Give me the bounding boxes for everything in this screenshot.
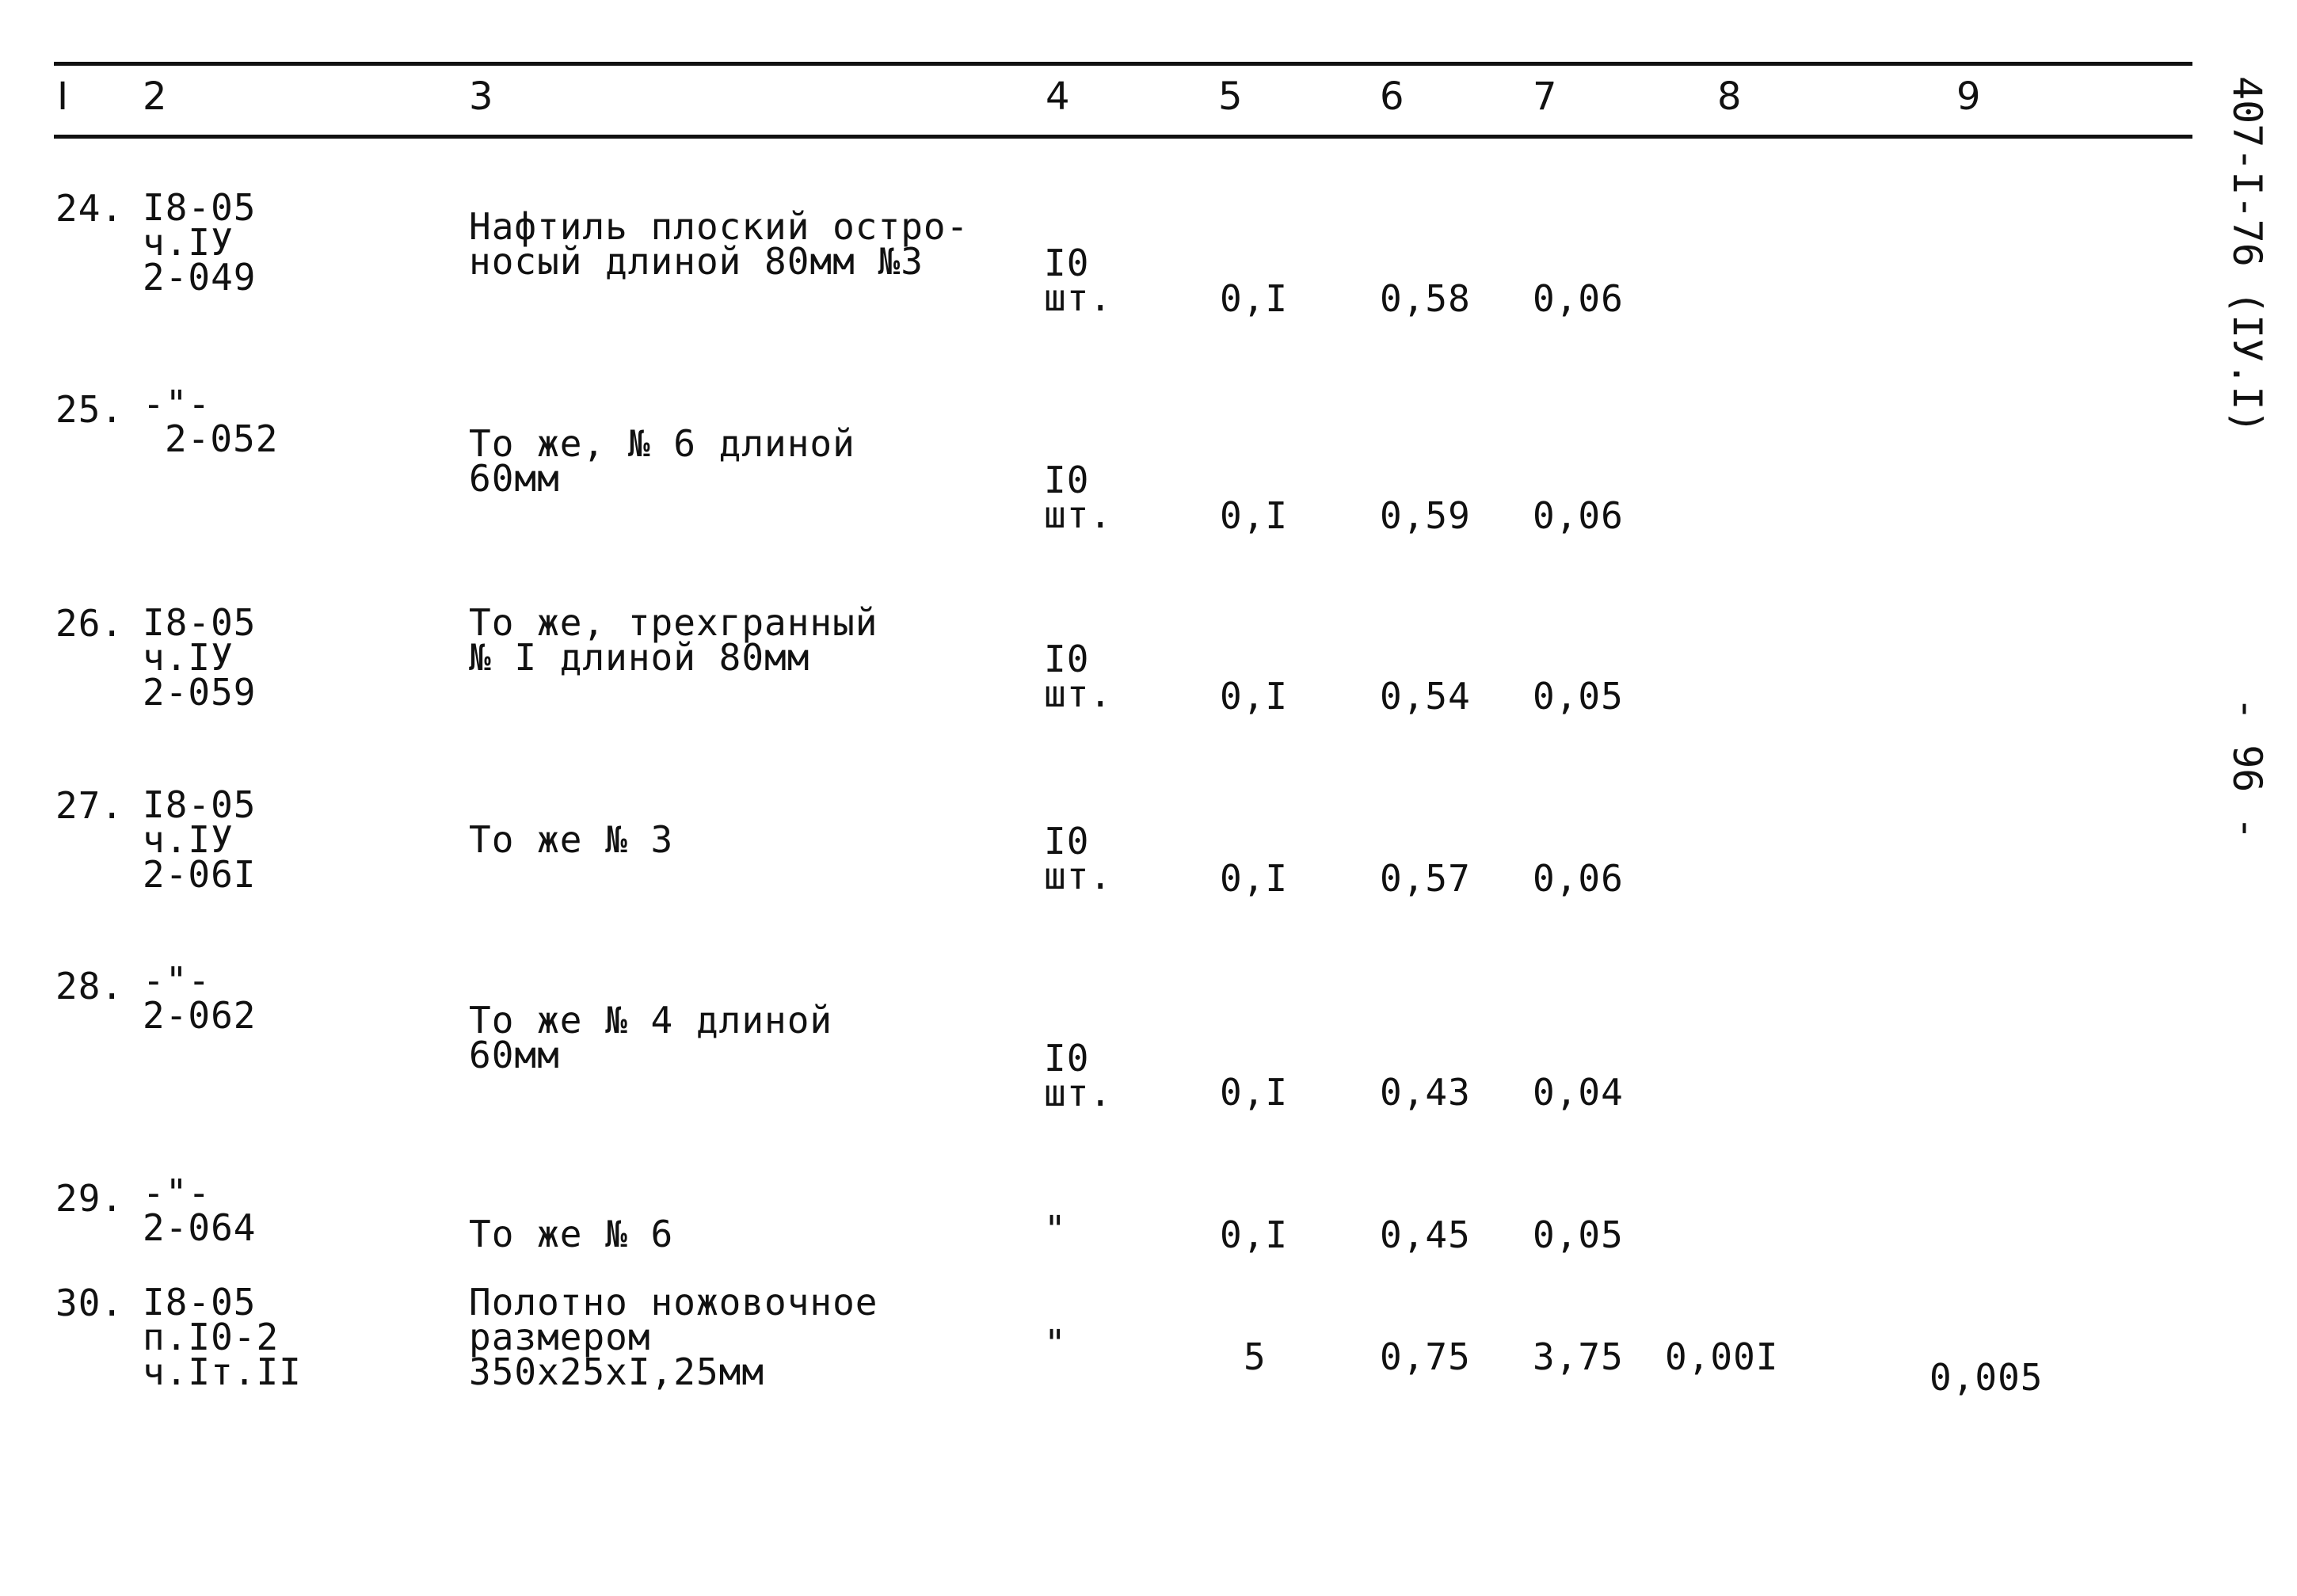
- item-name: То же, № 6 длиной 60мм: [469, 422, 855, 500]
- col6-value: 0,57: [1380, 857, 1471, 900]
- col5-value: 0,I: [1220, 494, 1289, 537]
- unit: I0 шт.: [1044, 638, 1113, 715]
- col-header-7: 7: [1533, 74, 1557, 119]
- col-header-3: 3: [469, 74, 493, 119]
- header-top-rule: [54, 62, 2192, 66]
- item-name: То же № 6: [469, 1213, 674, 1255]
- col-header-2: 2: [143, 74, 167, 119]
- normative-code: I8-05 ч.IУ 2-059: [143, 601, 257, 714]
- col5-value: 0,I: [1220, 857, 1289, 900]
- item-name: То же, трехгранный № I длиной 80мм: [469, 601, 878, 679]
- unit: I0 шт.: [1044, 459, 1113, 536]
- col5-value: 0,I: [1220, 1213, 1289, 1256]
- col7-value: 3,75: [1533, 1335, 1624, 1378]
- unit: I0 шт.: [1044, 242, 1113, 319]
- col-header-8: 8: [1717, 74, 1742, 119]
- col5-value: 0,I: [1220, 1071, 1289, 1114]
- row-number: 28.: [55, 965, 124, 1007]
- col6-value: 0,45: [1380, 1213, 1471, 1256]
- page-number: - 96 -: [2224, 697, 2270, 840]
- row-number: 30.: [55, 1282, 124, 1324]
- col-header-1: I: [57, 74, 69, 119]
- normative-code: I8-05 ч.IУ 2-06I: [143, 783, 257, 896]
- unit: I0 шт.: [1044, 1037, 1113, 1114]
- normative-code: -"- 2-052: [143, 383, 279, 460]
- item-name: Полотно ножовочное размером 350х25хI,25мм: [469, 1281, 878, 1393]
- col-header-4: 4: [1046, 74, 1070, 119]
- item-name: То же № 3: [469, 818, 674, 861]
- unit: ": [1044, 1208, 1067, 1251]
- item-name: Нафтиль плоский остро- носый длиной 80мм №3: [469, 205, 969, 283]
- col7-value: 0,05: [1533, 675, 1624, 718]
- col6-value: 0,59: [1380, 494, 1471, 537]
- row-number: 24.: [55, 187, 124, 230]
- col5-value: 0,I: [1220, 675, 1289, 718]
- document-code: 407-I-76 (IУ.I): [2224, 76, 2270, 434]
- col5-value: 0,I: [1220, 277, 1289, 320]
- header-bottom-rule: [54, 135, 2192, 139]
- col6-value: 0,75: [1380, 1335, 1471, 1378]
- col7-value: 0,06: [1533, 494, 1624, 537]
- col-header-6: 6: [1380, 74, 1404, 119]
- col7-value: 0,05: [1533, 1213, 1624, 1256]
- col7-value: 0,04: [1533, 1071, 1624, 1114]
- col6-value: 0,54: [1380, 675, 1471, 718]
- col6-value: 0,43: [1380, 1071, 1471, 1114]
- row-number: 27.: [55, 784, 124, 827]
- normative-code: I8-05 п.I0-2 ч.Iт.II: [143, 1281, 302, 1393]
- row-number: 26.: [55, 602, 124, 645]
- col-header-9: 9: [1956, 74, 1981, 119]
- normative-code: -"- 2-062: [143, 959, 257, 1037]
- row-number: 25.: [55, 388, 124, 431]
- col7-value: 0,06: [1533, 857, 1624, 900]
- unit: I0 шт.: [1044, 820, 1113, 897]
- unit: ": [1044, 1322, 1067, 1365]
- col7-value: 0,06: [1533, 277, 1624, 320]
- col8-value: 0,00I: [1665, 1335, 1779, 1378]
- col6-value: 0,58: [1380, 277, 1471, 320]
- normative-code: -"- 2-064: [143, 1171, 257, 1249]
- item-name: То же № 4 длиной 60мм: [469, 999, 833, 1076]
- col9-value: 0,005: [1929, 1356, 2044, 1399]
- col5-value: 5: [1244, 1335, 1267, 1378]
- row-number: 29.: [55, 1177, 124, 1220]
- col-header-5: 5: [1218, 74, 1243, 119]
- normative-code: I8-05 ч.IУ 2-049: [143, 186, 257, 299]
